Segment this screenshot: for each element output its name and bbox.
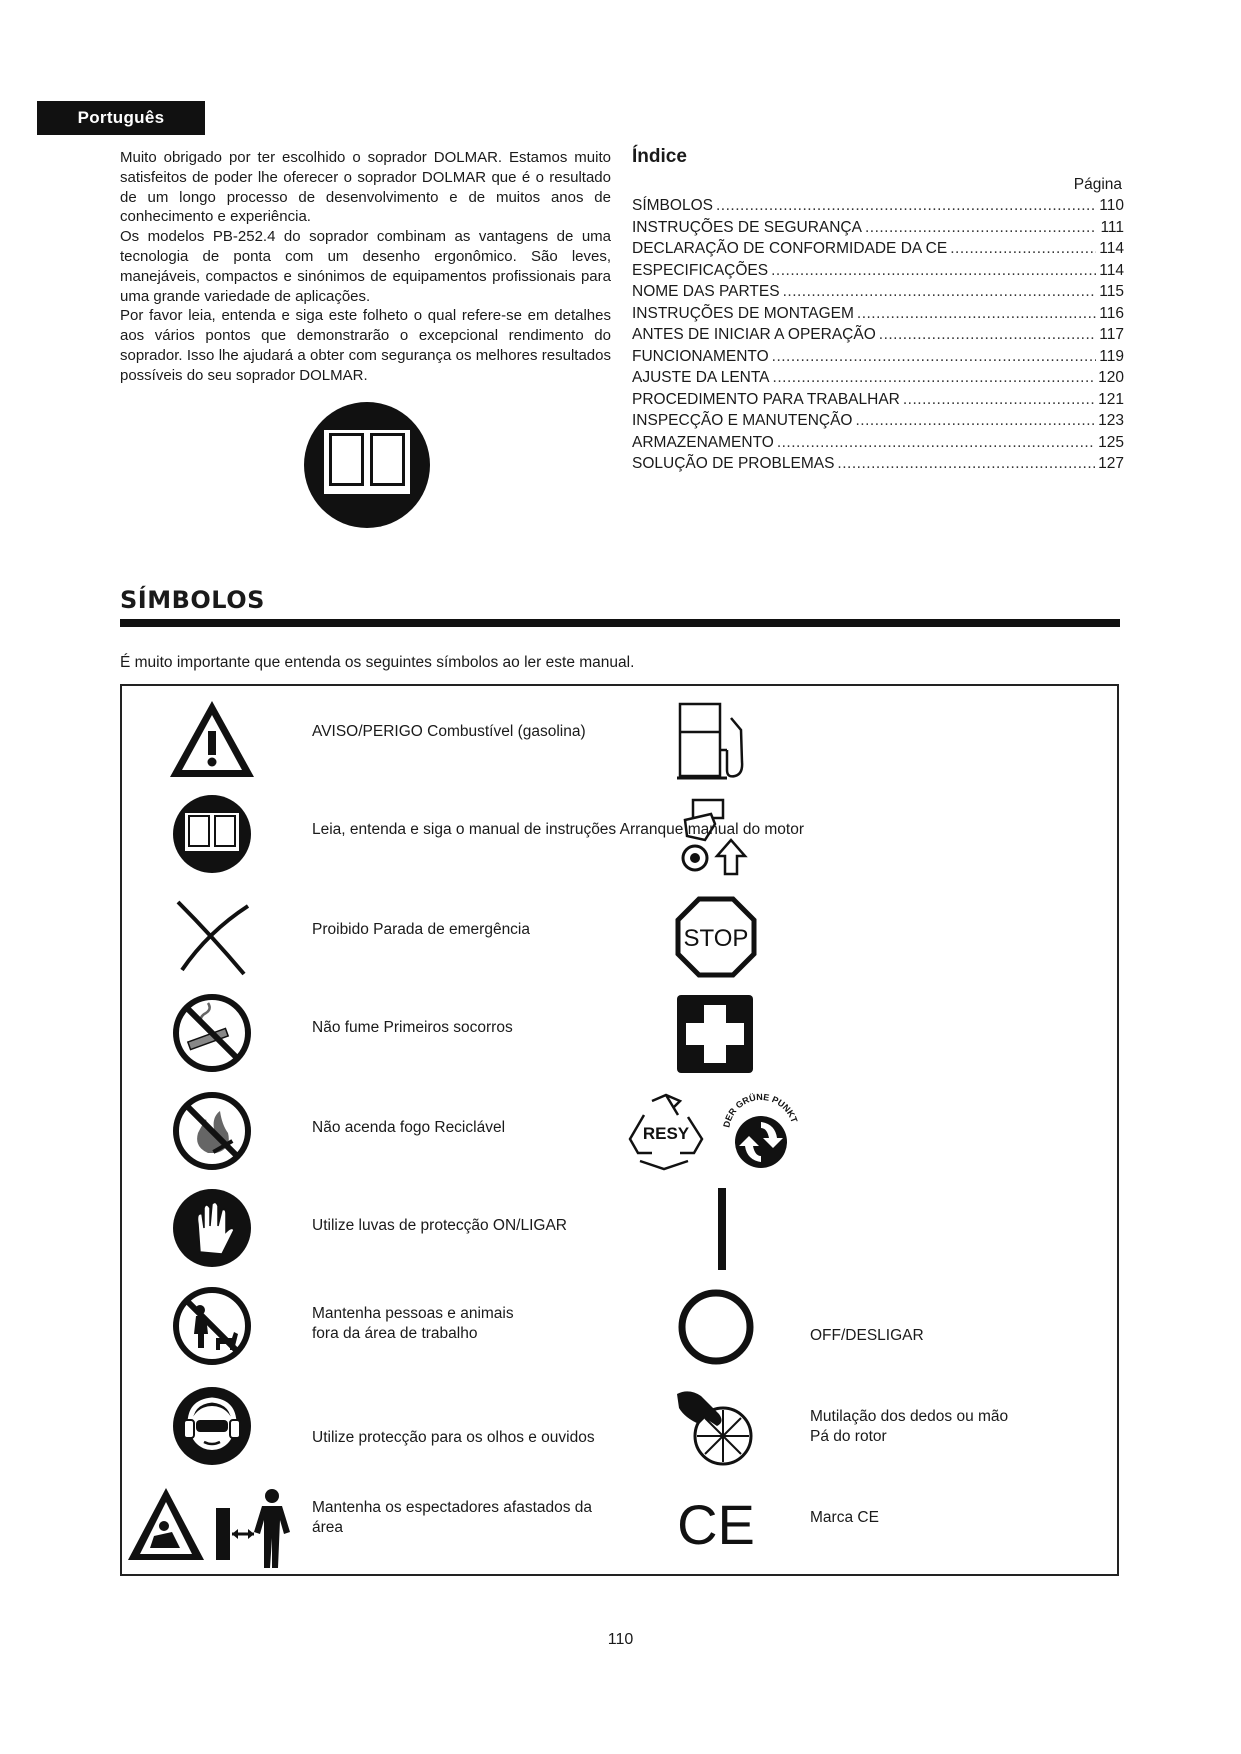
symbol-text: Não fume Primeiros socorros	[312, 1019, 513, 1036]
fuel-pump-icon	[675, 700, 757, 782]
ce-mark-text: CE	[677, 1494, 755, 1556]
no-smoking-icon	[172, 993, 252, 1073]
toc-item-label: ANTES DE INICIAR A OPERAÇÃO	[632, 326, 876, 343]
symbol-text: Utilize luvas de protecção ON/LIGAR	[312, 1217, 567, 1234]
toc-leader-dots	[879, 324, 1097, 346]
toc-item	[632, 410, 1124, 432]
intro-paragraph: Os modelos PB-252.4 do soprador combinam as vantagens de uma tecnologia de ponta com um desenho ergonômico. São leves, manejáveis, compactos e sinónimos de equipamentos profissionais para uma grande variedade de aplicações.	[120, 228, 611, 305]
toc-item-label: DECLARAÇÃO DE CONFORMIDADE DA CE	[632, 240, 948, 257]
language-tab: Português	[37, 101, 205, 135]
stop-sign-text: STOP	[683, 925, 749, 952]
toc-item-label: ARMAZENAMENTO	[632, 433, 774, 451]
intro-text	[120, 148, 611, 386]
toc-item	[632, 195, 1124, 217]
toc-item-label: SÍMBOLOS	[632, 197, 713, 214]
section-heading: SÍMBOLOS	[120, 586, 265, 614]
toc-item-label: INSTRUÇÕES DE SEGURANÇA	[632, 218, 862, 236]
toc-page-label: Página	[1073, 176, 1122, 193]
toc-leader-dots	[855, 410, 1095, 432]
gruene-punkt-text: DER GRÜNE PUNKT	[721, 1091, 800, 1129]
read-manual-icon	[302, 400, 432, 530]
toc-leader-dots	[772, 346, 1097, 368]
toc-item	[632, 389, 1124, 411]
prohibited-cross-icon	[172, 896, 254, 978]
intro-paragraph: Muito obrigado por ter escolhido o soprador DOLMAR. Estamos muito satisfeitos de poder lhe oferecer o soprador DOLMAR que é o resultado de um longo processo de desenvolvimento e de muitos anos de conhecimento e experiência.	[120, 149, 611, 226]
no-people-animals-icon	[172, 1286, 252, 1366]
symbol-text: Mantenha pessoas e animais fora da área de trabalho	[312, 1305, 514, 1342]
toc-item-label: FUNCIONAMENTO	[632, 347, 769, 365]
toc-item-page: 114	[1099, 261, 1124, 279]
toc-leader-dots	[783, 281, 1097, 303]
toc-leader-dots	[865, 217, 1097, 239]
symbol-text: Mantenha os espectadores afastados da área	[312, 1499, 593, 1536]
symbol-right-text: OFF/DESLIGAR	[810, 1327, 924, 1344]
toc-item-page: 123	[1098, 412, 1124, 429]
first-aid-icon	[675, 993, 755, 1075]
blade-hazard-icon	[675, 1384, 757, 1470]
toc-item-label: SOLUÇÃO DE PROBLEMAS	[632, 455, 835, 472]
toc-item-page: 125	[1098, 433, 1124, 451]
toc-item	[632, 217, 1124, 239]
toc-item-page: 115	[1099, 283, 1124, 300]
intro-paragraph: Por favor leia, entenda e siga este folheto o qual refere-se em detalhes aos vários pontos que demonstrarão o excepcional rendimento do soprador. Isso lhe ajudará a obter com segurança os melhores resultados possíveis do seu soprador DOLMAR.	[120, 307, 611, 384]
toc-item-label: ESPECIFICAÇÕES	[632, 261, 769, 279]
toc-item	[632, 238, 1124, 260]
symbol-text: Leia, entenda e siga o manual de instruções Arranque manual do motor	[312, 821, 805, 838]
toc-item	[632, 324, 1124, 346]
symbol-right-text: Mutilação dos dedos ou mão Pá do rotor	[810, 1408, 1009, 1445]
symbol-text: Utilize protecção para os olhos e ouvidos	[312, 1429, 595, 1446]
warning-triangle-icon	[167, 698, 257, 780]
no-fire-icon	[172, 1091, 252, 1171]
on-symbol-icon	[707, 1186, 737, 1272]
toc-leader-dots	[857, 303, 1096, 325]
eye-ear-protection-icon	[172, 1386, 252, 1466]
toc-leader-dots	[837, 453, 1095, 475]
toc-title: Índice	[632, 146, 687, 167]
toc-item	[632, 453, 1124, 475]
symbol-right-text: Marca CE	[810, 1509, 879, 1526]
page-number: 110	[607, 1631, 634, 1648]
toc-item-page: 114	[1099, 240, 1124, 257]
toc-item-page: 121	[1098, 390, 1124, 408]
toc-list	[632, 195, 1124, 475]
toc-item-page: 120	[1098, 369, 1124, 386]
stop-sign-icon	[675, 896, 757, 978]
toc-item-label: INSTRUÇÕES DE MONTAGEM	[632, 304, 854, 322]
toc-item-page: 116	[1099, 304, 1124, 322]
section-rule	[120, 619, 1120, 627]
toc-item	[632, 281, 1124, 303]
toc-item-label: AJUSTE DA LENTA	[632, 369, 770, 386]
toc-leader-dots	[950, 238, 1096, 260]
toc-item-label: NOME DAS PARTES	[632, 283, 780, 300]
off-symbol-icon	[675, 1286, 757, 1368]
ce-mark-icon	[675, 1494, 757, 1556]
toc-item	[632, 260, 1124, 282]
keep-distance-icon	[128, 1484, 298, 1570]
read-manual-icon	[172, 794, 252, 874]
symbol-text: Proibido Parada de emergência	[312, 921, 530, 938]
toc-item-page: 111	[1100, 218, 1124, 236]
gruene-punkt-icon	[717, 1086, 805, 1174]
toc-leader-dots	[771, 260, 1096, 282]
toc-item-page: 119	[1099, 347, 1124, 365]
toc-item	[632, 346, 1124, 368]
toc-item-page: 110	[1099, 197, 1124, 214]
toc-leader-dots	[777, 432, 1095, 454]
toc-item-label: INSPECÇÃO E MANUTENÇÃO	[632, 412, 853, 429]
recycle-icon	[622, 1091, 710, 1175]
recycle-text: RESY	[642, 1124, 690, 1143]
toc-item-page: 117	[1099, 326, 1124, 343]
toc-item	[632, 367, 1124, 389]
toc-item-page: 127	[1098, 455, 1124, 472]
toc-leader-dots	[773, 367, 1096, 389]
symbols-intro: É muito importante que entenda os seguintes símbolos ao ler este manual.	[120, 654, 635, 671]
toc-leader-dots	[716, 195, 1096, 217]
toc-item	[632, 432, 1124, 454]
toc-item	[632, 303, 1124, 325]
symbols-table	[120, 684, 1119, 1576]
toc-leader-dots	[903, 389, 1095, 411]
symbol-text: AVISO/PERIGO Combustível (gasolina)	[312, 723, 586, 740]
toc-item-label: PROCEDIMENTO PARA TRABALHAR	[632, 390, 900, 408]
symbol-text: Não acenda fogo Reciclável	[312, 1119, 506, 1136]
gloves-icon	[172, 1188, 252, 1268]
